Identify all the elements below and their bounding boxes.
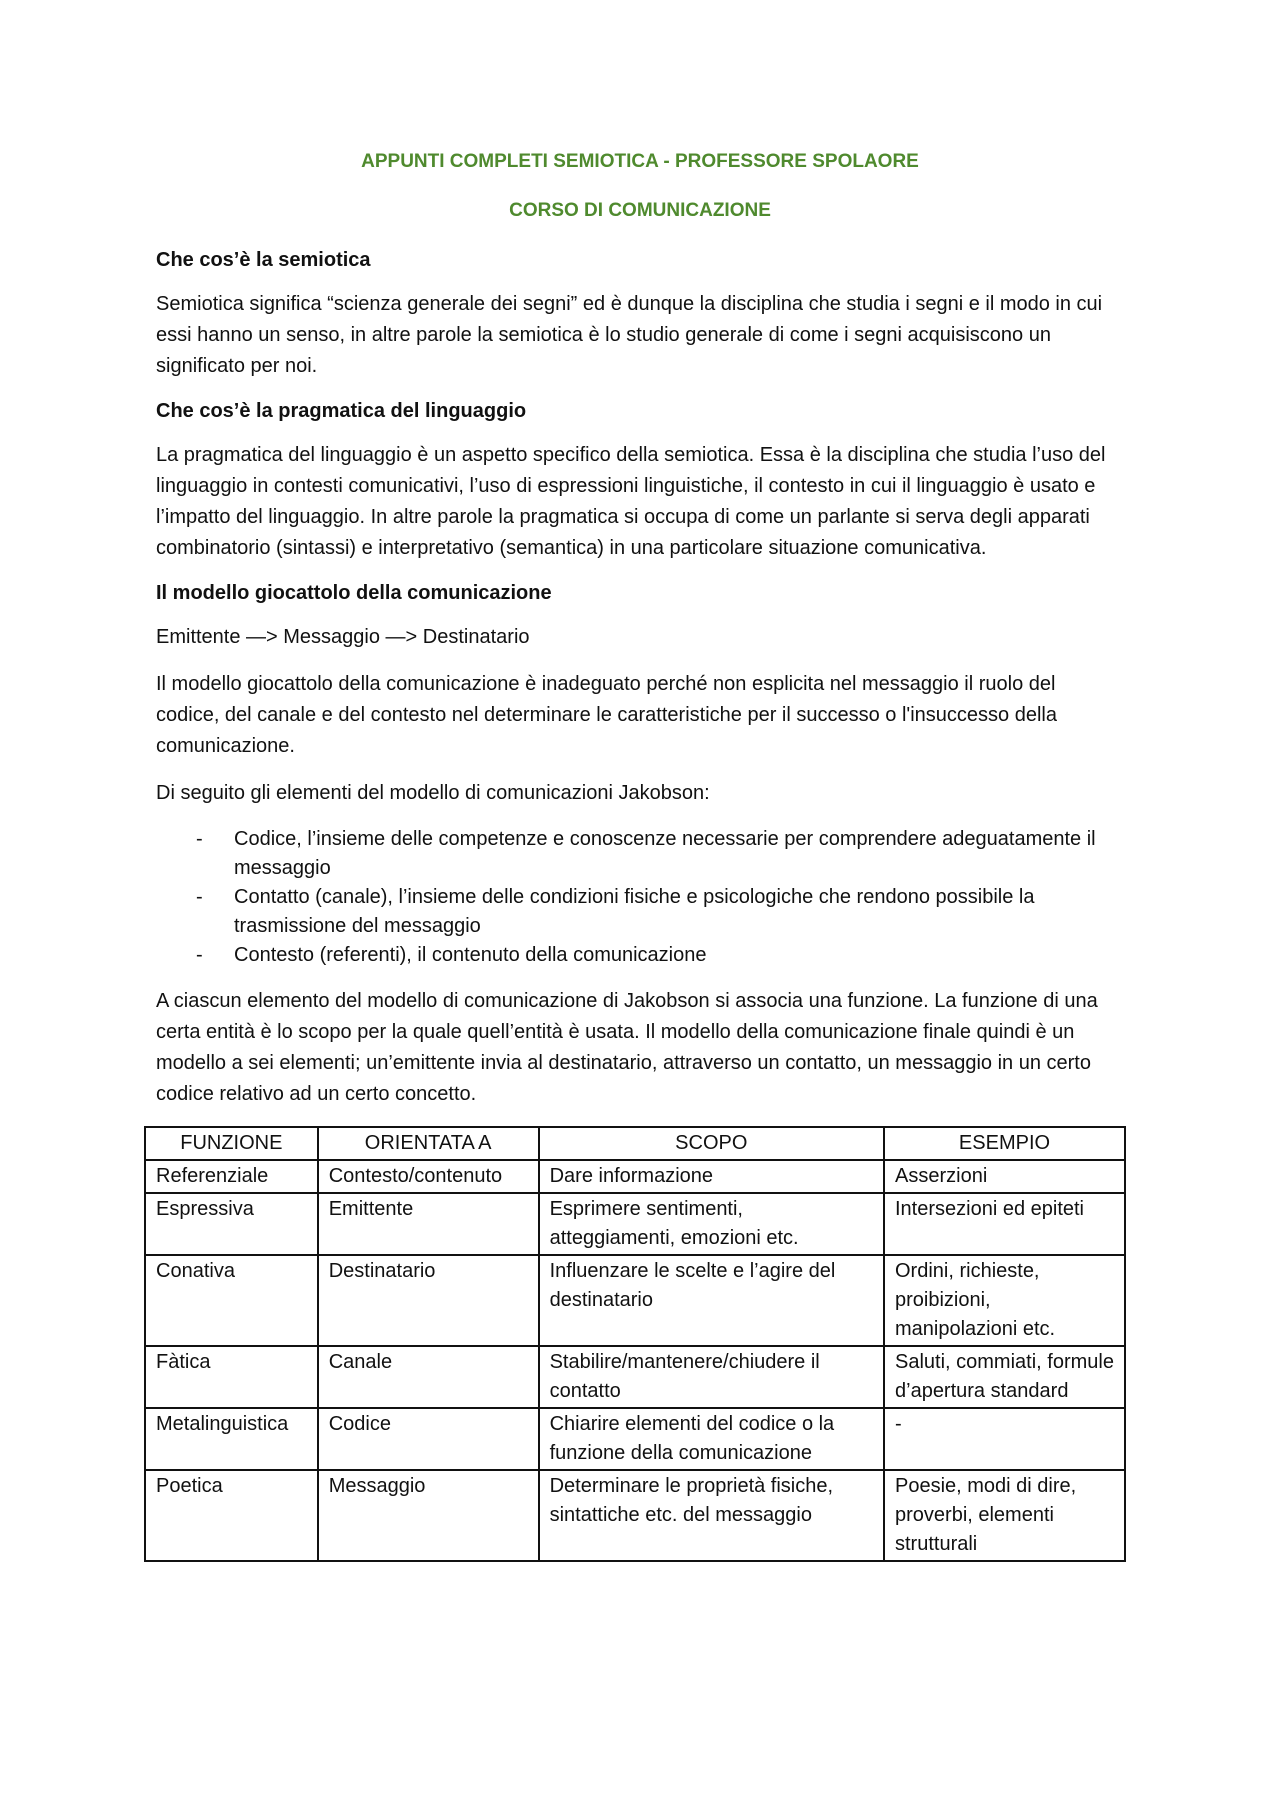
section-heading-semiotica: Che cos’è la semiotica: [156, 249, 371, 271]
table-cell: Intersezioni ed epiteti: [884, 1193, 1125, 1255]
column-header-scopo: SCOPO: [539, 1127, 884, 1160]
table-cell: Influenzare le scelte e l’agire del destinatario: [539, 1255, 884, 1346]
table-cell: Destinatario: [318, 1255, 539, 1346]
table-cell: Messaggio: [318, 1470, 539, 1561]
list-dash: -: [196, 828, 203, 850]
table-row: [145, 1255, 1125, 1346]
table-cell: Esprimere sentimenti, atteggiamenti, emozioni etc.: [539, 1193, 884, 1255]
column-header-funzione: FUNZIONE: [145, 1127, 318, 1160]
table-cell: Dare informazione: [539, 1160, 884, 1193]
jakobson-elements-list: [156, 825, 1124, 970]
table-cell: -: [884, 1408, 1125, 1470]
table-cell: Chiarire elementi del codice o la funzione della comunicazione: [539, 1408, 884, 1470]
table-row: [145, 1193, 1125, 1255]
table-cell: Metalinguistica: [145, 1408, 318, 1470]
list-item-text: Contatto (canale), l’insieme delle condizioni fisiche e psicologiche che rendono possibile la trasmissione del messaggio: [234, 886, 1035, 937]
column-header-esempio: ESEMPIO: [884, 1127, 1125, 1160]
document-title: APPUNTI COMPLETI SEMIOTICA - PROFESSORE SPOLAORE: [361, 151, 919, 172]
table-cell: Poetica: [145, 1470, 318, 1561]
table-row: [145, 1408, 1125, 1470]
table-cell: Fàtica: [145, 1346, 318, 1408]
table-cell: Saluti, commiati, formule d’apertura standard: [884, 1346, 1125, 1408]
table-cell: Canale: [318, 1346, 539, 1408]
list-item: [156, 883, 1124, 941]
table-header-row: [145, 1127, 1125, 1160]
paragraph-modello: Il modello giocattolo della comunicazione è inadeguato perché non esplicita nel messaggio il ruolo del codice, del canale e del contesto nel determinare le caratteristiche per il successo o l'insuccesso della comunicazione.: [156, 673, 1057, 757]
document-subtitle: CORSO DI COMUNICAZIONE: [509, 200, 771, 221]
table-row: [145, 1160, 1125, 1193]
list-item: [156, 941, 1124, 970]
paragraph-jakobson-intro: Di seguito gli elementi del modello di comunicazioni Jakobson:: [156, 782, 710, 804]
table-cell: Codice: [318, 1408, 539, 1470]
list-item-text: Contesto (referenti), il contenuto della comunicazione: [234, 944, 707, 966]
list-item-text: Codice, l’insieme delle competenze e conoscenze necessarie per comprendere adeguatamente il messaggio: [234, 828, 1096, 879]
section-heading-pragmatica: Che cos’è la pragmatica del linguaggio: [156, 400, 527, 422]
communication-flow: Emittente —> Messaggio —> Destinatario: [156, 626, 530, 648]
section-heading-modello: Il modello giocattolo della comunicazione: [156, 582, 552, 604]
list-dash: -: [196, 944, 203, 966]
table-cell: Conativa: [145, 1255, 318, 1346]
table-cell: Espressiva: [145, 1193, 318, 1255]
table-row: [145, 1470, 1125, 1561]
paragraph-pragmatica: La pragmatica del linguaggio è un aspetto specifico della semiotica. Essa è la disciplina che studia l’uso del linguaggio in contesti comunicativi, l’uso di espressioni linguistiche, il contesto in cui il linguaggio è usato e l’impatto del linguaggio. In altre parole la pragmatica si occupa di come un parlante si serva degli apparati combinatorio (sintassi) e interpretativo (semantica) in una particolare situazione comunicativa.: [156, 444, 1106, 559]
column-header-orientata: ORIENTATA A: [318, 1127, 539, 1160]
list-dash: -: [196, 886, 203, 908]
document-page: [156, 150, 1124, 1562]
table-cell: Referenziale: [145, 1160, 318, 1193]
table-cell: Determinare le proprietà fisiche, sintattiche etc. del messaggio: [539, 1470, 884, 1561]
table-cell: Asserzioni: [884, 1160, 1125, 1193]
table-cell: Poesie, modi di dire, proverbi, elementi strutturali: [884, 1470, 1125, 1561]
table-cell: Emittente: [318, 1193, 539, 1255]
paragraph-funzioni: A ciascun elemento del modello di comunicazione di Jakobson si associa una funzione. La funzione di una certa entità è lo scopo per la quale quell’entità è usata. Il modello della comunicazione finale quindi è un modello a sei elementi; un’emittente invia al destinatario, attraverso un contatto, un messaggio in un certo codice relativo ad un certo concetto.: [156, 990, 1098, 1105]
table-cell: Stabilire/mantenere/chiudere il contatto: [539, 1346, 884, 1408]
list-item: [156, 825, 1124, 883]
functions-table: [144, 1126, 1126, 1562]
table-row: [145, 1346, 1125, 1408]
table-cell: Ordini, richieste, proibizioni, manipolazioni etc.: [884, 1255, 1125, 1346]
table-cell: Contesto/contenuto: [318, 1160, 539, 1193]
paragraph-semiotica: Semiotica significa “scienza generale dei segni” ed è dunque la disciplina che studia i segni e il modo in cui essi hanno un senso, in altre parole la semiotica è lo studio generale di come i segni acquisiscono un significato per noi.: [156, 293, 1103, 377]
